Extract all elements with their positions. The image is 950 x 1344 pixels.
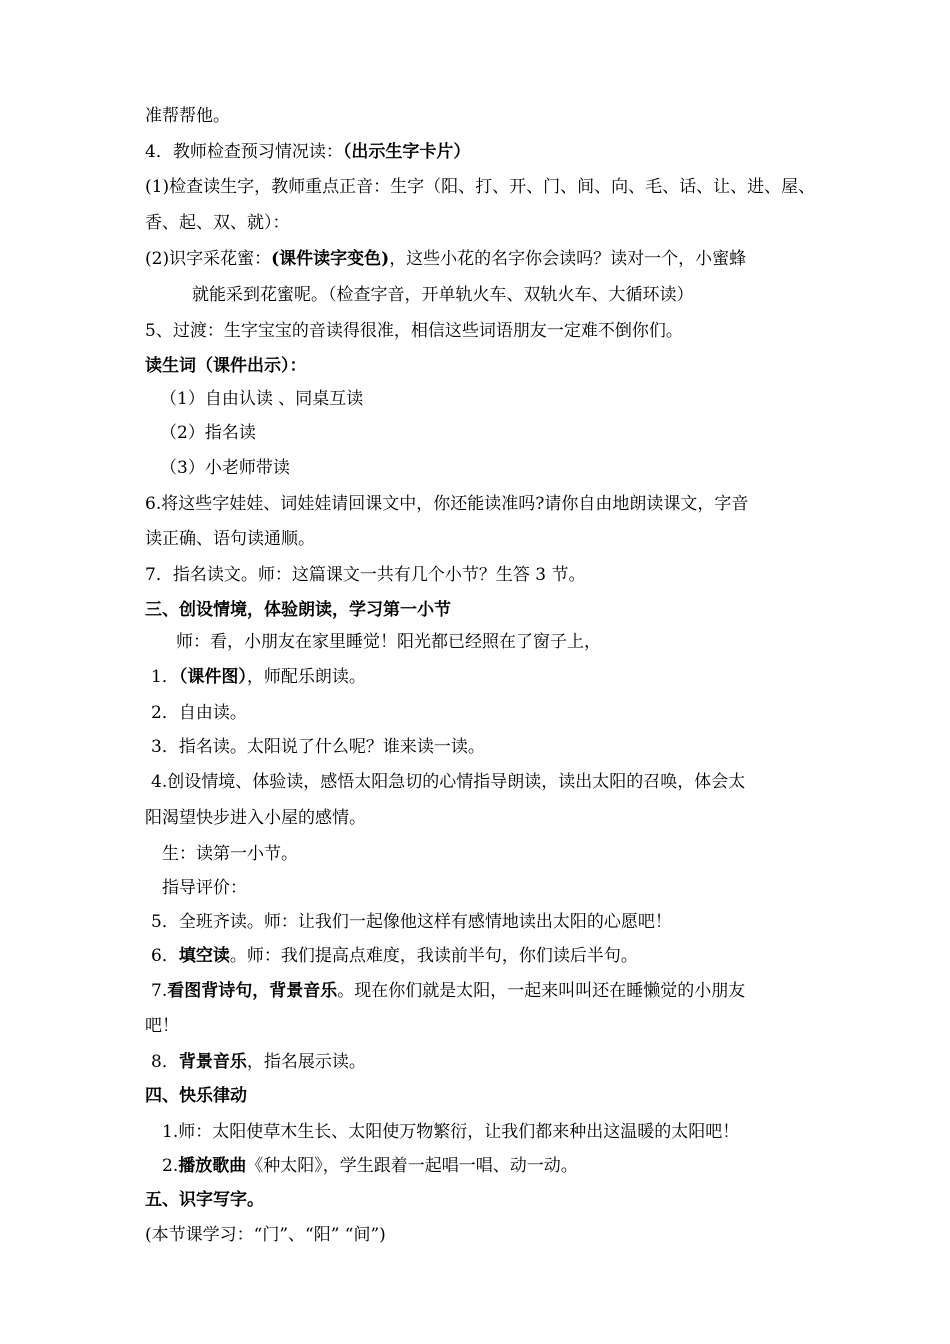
text-span: 阳渴望快步进入小屋的感情。	[145, 808, 366, 828]
text-line	[151, 702, 831, 724]
text-span: (本节课学习：“门”、“阳” “间”)	[145, 1225, 386, 1245]
text-span-bold: （出示生字卡片）	[342, 142, 471, 162]
text-line	[145, 176, 825, 198]
text-span: 《种太阳》，学生跟着一起唱一唱、动一动。	[246, 1156, 578, 1176]
text-span: （3）小老师带读	[160, 458, 290, 478]
text-line	[160, 457, 840, 479]
text-line	[160, 422, 840, 444]
text-line	[176, 631, 856, 653]
text-span: 8．	[151, 1052, 179, 1072]
text-line	[145, 1015, 825, 1037]
text-span: 香、起、双、就）：	[145, 213, 290, 233]
text-span: （1）自由认读 、同桌互读	[160, 389, 364, 409]
text-line	[192, 284, 872, 306]
text-span: 2．自由读。	[151, 703, 247, 723]
text-line	[151, 771, 831, 793]
text-line	[145, 807, 825, 829]
text-line	[162, 1121, 842, 1143]
section-heading	[145, 1085, 825, 1107]
text-span: 5、过渡：生字宝宝的音读得很准，相信这些词语朋友一定难不倒你们。	[145, 321, 683, 341]
text-line	[151, 945, 831, 967]
text-line	[160, 388, 840, 410]
text-span: 就能采到花蜜呢。（检查字音，开单轨火车、双轨火车、大循环读）	[192, 285, 694, 305]
text-span: ，指名展示读。	[246, 1052, 366, 1072]
text-line	[145, 212, 825, 234]
section-heading	[145, 599, 825, 621]
text-span: (2)识字采花蜜：	[145, 249, 272, 269]
text-line	[151, 980, 831, 1002]
text-span: 6．	[151, 946, 179, 966]
text-span: 6.将这些字娃娃、词娃娃请回课文中，你还能读准吗?请你自由地朗读课文，字音	[145, 494, 749, 514]
text-span: ，这些小花的名字你会读吗？读对一个，小蜜蜂	[389, 249, 747, 269]
text-span: 7.	[151, 981, 168, 1001]
text-span: 2.	[162, 1156, 179, 1176]
text-span-bold: 填空读	[178, 946, 230, 966]
text-span: 4.创设情境、体验读，感悟太阳急切的心情指导朗读，读出太阳的召唤，体会太	[151, 772, 746, 792]
text-span-bold: 三、创设情境，体验朗读，学习第一小节	[145, 600, 451, 620]
text-span: 3．指名读。太阳说了什么呢？谁来读一读。	[151, 737, 485, 757]
text-span-bold: 读生词（课件出示）：	[145, 356, 307, 376]
text-span-bold: （课件图）	[178, 667, 247, 687]
text-span: 1．	[151, 667, 179, 687]
text-line	[145, 141, 825, 163]
text-line	[145, 564, 825, 586]
text-line	[151, 736, 831, 758]
text-span-bold: 五、识字写字。	[145, 1190, 264, 1210]
text-line	[145, 248, 825, 270]
text-span-bold: 播放歌曲	[178, 1156, 247, 1176]
text-line	[162, 877, 842, 899]
text-line	[145, 105, 825, 127]
text-span-bold: 背景音乐	[178, 1052, 247, 1072]
text-span: 7．指名读文。师：这篇课文一共有几个小节？生答 3 节。	[145, 565, 586, 585]
text-span: 。师：我们提高点难度，我读前半句，你们读后半句。	[229, 946, 638, 966]
text-span: 生：读第一小节。	[162, 844, 298, 864]
text-line	[151, 666, 831, 688]
text-line	[145, 493, 825, 515]
text-span: 吧！	[145, 1016, 179, 1036]
text-span: 准帮帮他。	[145, 106, 230, 126]
text-span: 5．全班齐读。师：让我们一起像他这样有感情地读出太阳的心愿吧！	[151, 912, 672, 932]
text-span-bold: (课件读字变色)	[271, 249, 390, 269]
text-span-bold: 四、快乐律动	[145, 1086, 247, 1106]
text-span: ，师配乐朗读。	[246, 667, 366, 687]
text-line	[151, 911, 831, 933]
text-span: 师：看，小朋友在家里睡觉！阳光都已经照在了窗子上，	[176, 632, 601, 652]
text-line	[145, 320, 825, 342]
text-span: 指导评价：	[162, 878, 247, 898]
section-heading	[145, 355, 825, 377]
text-span: 4．教师检查预习情况读：	[145, 142, 343, 162]
text-line	[162, 843, 842, 865]
text-line	[162, 1155, 842, 1177]
text-span-bold: 看图背诗句，背景音乐	[167, 981, 338, 1001]
text-span: 读正确、语句读通顺。	[145, 529, 315, 549]
text-line	[145, 528, 825, 550]
text-line	[145, 1224, 825, 1246]
section-heading	[145, 1189, 825, 1211]
text-span: （2）指名读	[160, 423, 256, 443]
text-span: (1)检查读生字，教师重点正音：生字（阳、打、开、门、间、向、毛、话、让、进、屋、	[145, 177, 816, 197]
text-span: 1.师：太阳使草木生长、太阳使万物繁衍，让我们都来种出这温暖的太阳吧！	[162, 1122, 740, 1142]
text-span: 。现在你们就是太阳，一起来叫叫还在睡懒觉的小朋友	[337, 981, 746, 1001]
text-line	[151, 1051, 831, 1073]
